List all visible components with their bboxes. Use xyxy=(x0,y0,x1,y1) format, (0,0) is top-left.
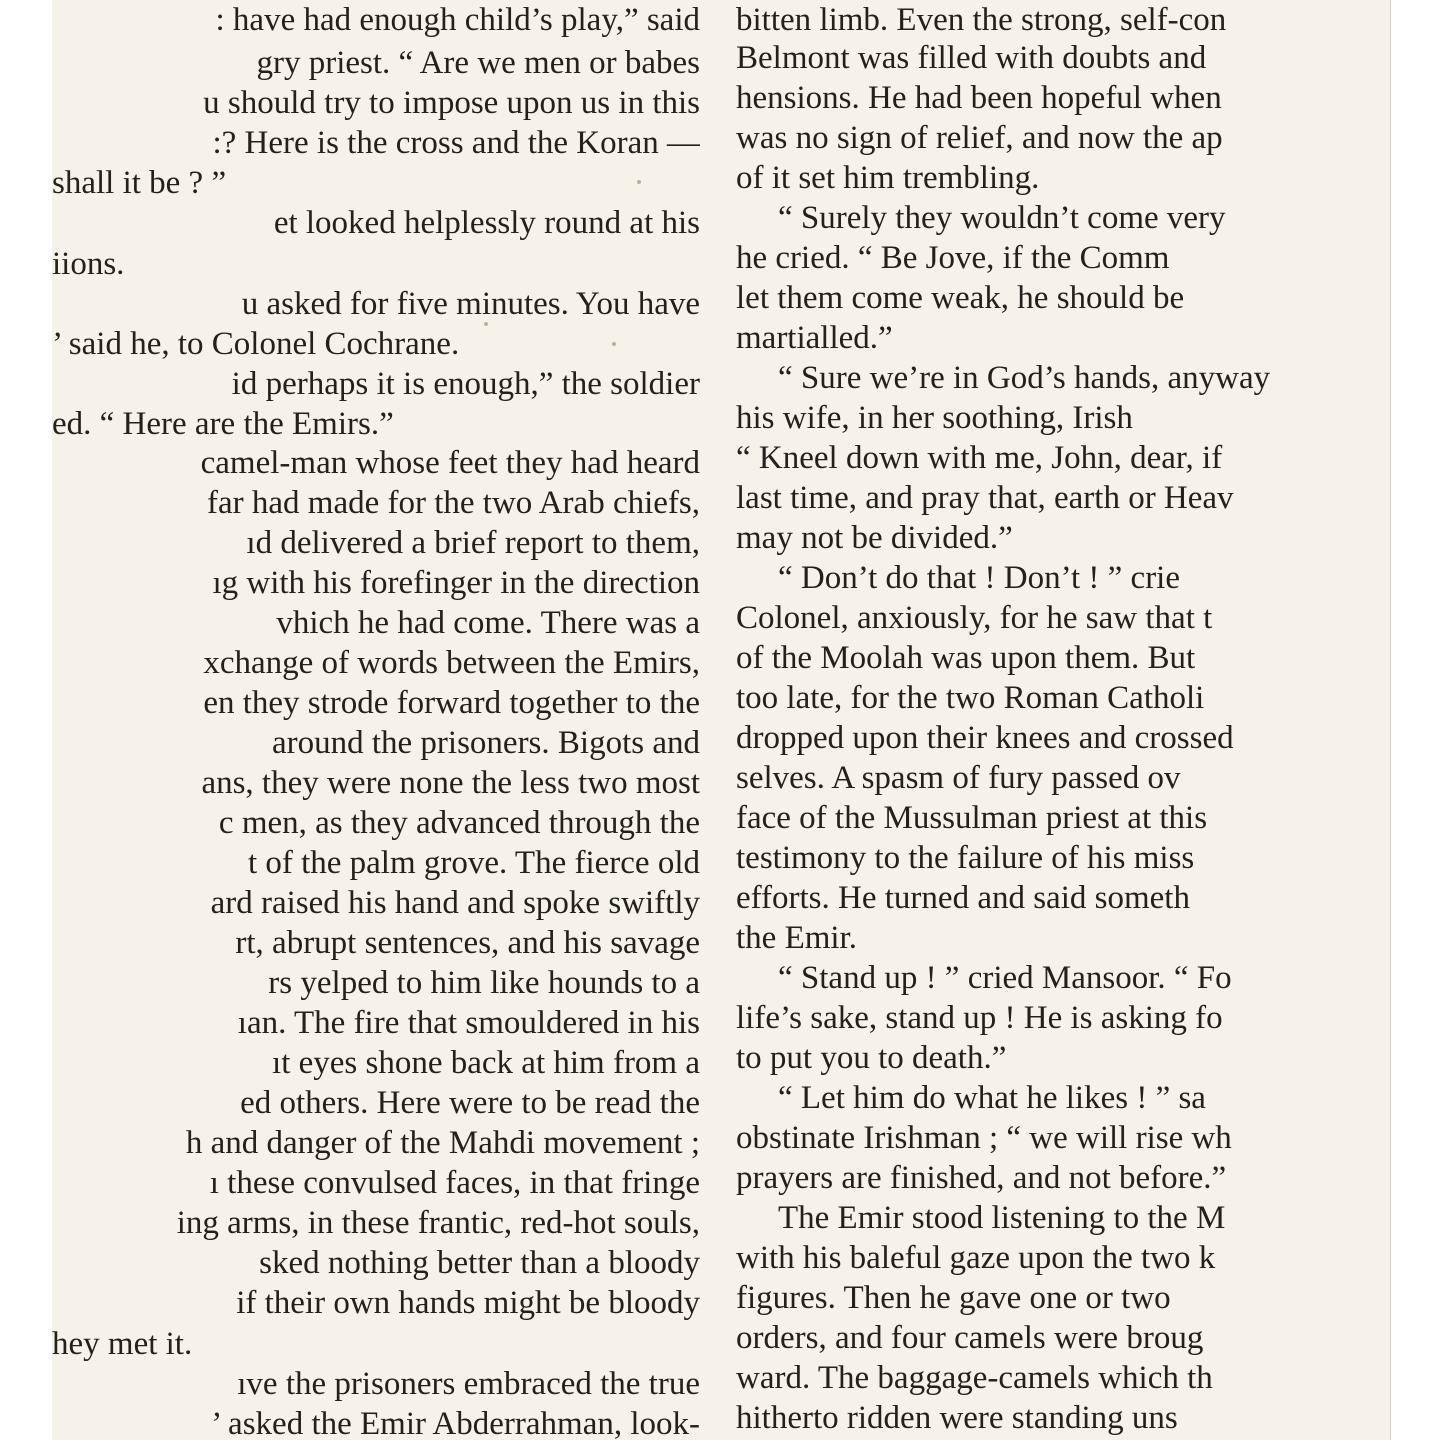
text-line: selves. A spasm of fury passed ov xyxy=(736,760,1181,796)
text-line: with his baleful gaze upon the two k xyxy=(736,1240,1216,1276)
text-line: bitten limb. Even the strong, self-con xyxy=(736,2,1227,38)
text-line: ans, they were none the less two most xyxy=(201,765,700,801)
text-line: ed others. Here were to be read the xyxy=(240,1085,700,1121)
book-page xyxy=(52,0,1390,1440)
text-line: let them come weak, he should be xyxy=(736,280,1185,316)
text-line: gry priest. “ Are we men or babes xyxy=(256,45,700,81)
text-line: “ Surely they wouldn’t come very xyxy=(778,200,1226,236)
text-line: t of the palm grove. The fierce old xyxy=(247,845,700,881)
text-line: far had made for the two Arab chiefs, xyxy=(207,485,700,521)
text-line: ard raised his hand and spoke swiftly xyxy=(210,885,700,921)
text-line: prayers are finished, and not before.” xyxy=(736,1160,1227,1196)
text-line: ward. The baggage-camels which th xyxy=(736,1360,1213,1396)
text-line: ıd delivered a brief report to them, xyxy=(246,525,700,561)
text-line: et looked helplessly round at his xyxy=(273,205,700,241)
text-line: sked nothing better than a bloody xyxy=(259,1245,700,1281)
text-line: hitherto ridden were standing uns xyxy=(736,1400,1178,1436)
text-line: his wife, in her soothing, Irish xyxy=(736,400,1133,436)
text-line: the Emir. xyxy=(736,920,857,956)
text-line: ’ asked the Emir Abderrahman, look- xyxy=(211,1406,700,1440)
text-line: u asked for five minutes. You have xyxy=(241,286,700,322)
text-line: u should try to impose upon us in this xyxy=(203,85,700,121)
text-line: “ Let him do what he likes ! ” sa xyxy=(778,1080,1206,1116)
text-line: obstinate Irishman ; “ we will rise wh xyxy=(736,1120,1232,1156)
text-line: en they strode forward together to the xyxy=(203,685,700,721)
text-line: if their own hands might be bloody xyxy=(236,1285,700,1321)
text-line: dropped upon their knees and crossed xyxy=(736,720,1234,756)
paper-speck xyxy=(637,180,641,184)
text-line: ıg with his forefinger in the direction xyxy=(212,565,700,601)
text-line: may not be divided.” xyxy=(736,520,1013,556)
text-line: ’ said he, to Colonel Cochrane. xyxy=(52,326,460,362)
text-line: rs yelped to him like hounds to a xyxy=(268,965,700,1001)
text-line: life’s sake, stand up ! He is asking fo xyxy=(736,1000,1223,1036)
text-line: figures. Then he gave one or two xyxy=(736,1280,1171,1316)
text-line: : have had enough child’s play,” said xyxy=(215,2,700,38)
text-line: “ Kneel down with me, John, dear, if xyxy=(736,440,1223,476)
text-line: Colonel, anxiously, for he saw that t xyxy=(736,600,1213,636)
text-line: h and danger of the Mahdi movement ; xyxy=(185,1125,700,1161)
text-line: too late, for the two Roman Catholi xyxy=(736,680,1205,716)
text-line: ı these convulsed faces, in that fringe xyxy=(209,1165,700,1201)
right-column xyxy=(736,0,1390,1440)
text-line: Belmont was filled with doubts and xyxy=(736,40,1207,76)
text-line: iions. xyxy=(52,246,125,282)
text-line: “ Stand up ! ” cried Mansoor. “ Fo xyxy=(778,960,1232,996)
text-line: testimony to the failure of his miss xyxy=(736,840,1195,876)
left-column xyxy=(52,0,700,1440)
text-line: camel-man whose feet they had heard xyxy=(200,445,700,481)
text-line: ed. “ Here are the Emirs.” xyxy=(52,406,394,442)
text-line: :? Here is the cross and the Koran — xyxy=(212,125,700,161)
text-line: efforts. He turned and said someth xyxy=(736,880,1190,916)
text-line: id perhaps it is enough,” the soldier xyxy=(231,366,700,402)
text-line: xchange of words between the Emirs, xyxy=(203,645,700,681)
text-line: of it set him trembling. xyxy=(736,160,1040,196)
text-line: vhich he had come. There was a xyxy=(276,605,700,641)
text-line: hey met it. xyxy=(52,1326,193,1362)
text-line: hensions. He had been hopeful when xyxy=(736,80,1222,116)
paper-speck xyxy=(612,342,616,346)
text-line: shall it be ? ” xyxy=(52,165,227,201)
text-line: of the Moolah was upon them. But xyxy=(736,640,1196,676)
text-line: ing arms, in these frantic, red-hot souls, xyxy=(176,1205,700,1241)
text-line: c men, as they advanced through the xyxy=(218,805,700,841)
text-line: “ Don’t do that ! Don’t ! ” crie xyxy=(778,560,1180,596)
text-line: martialled.” xyxy=(736,320,893,356)
text-line: he cried. “ Be Jove, if the Comm xyxy=(736,240,1170,276)
text-line: was no sign of relief, and now the ap xyxy=(736,120,1223,156)
text-line: orders, and four camels were broug xyxy=(736,1320,1204,1356)
text-line: to put you to death.” xyxy=(736,1040,1007,1076)
text-line: ıan. The fire that smouldered in his xyxy=(237,1005,700,1041)
text-line: around the prisoners. Bigots and xyxy=(271,725,700,761)
text-line: ıve the prisoners embraced the true xyxy=(237,1366,700,1402)
text-line: rt, abrupt sentences, and his savage xyxy=(235,925,700,961)
text-line: ıt eyes shone back at him from a xyxy=(272,1045,700,1081)
text-line: “ Sure we’re in God’s hands, anyway xyxy=(778,360,1271,396)
text-line: The Emir stood listening to the M xyxy=(778,1200,1226,1236)
text-line: face of the Mussulman priest at this xyxy=(736,800,1208,836)
text-line: last time, and pray that, earth or Heav xyxy=(736,480,1234,516)
paper-speck xyxy=(484,322,488,326)
